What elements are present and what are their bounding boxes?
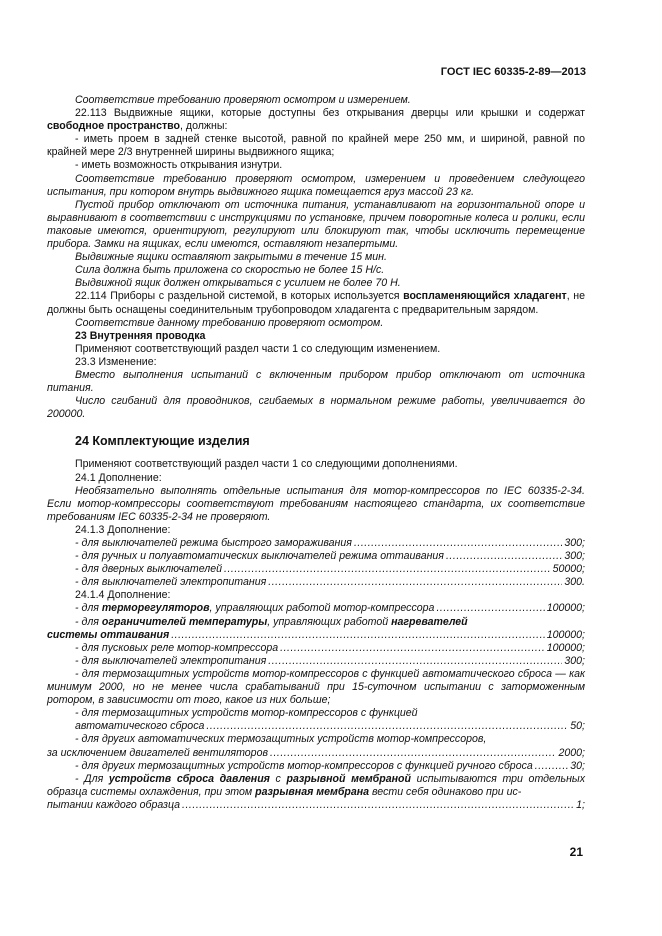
paragraph [47,773,585,799]
leader-dots [354,537,562,550]
text: 22.114 Приборы с раздельной системой, в которых используется [75,290,404,303]
item-value: 100000; [546,641,585,654]
item-value: 50000; [552,563,585,576]
term: ограничителей температуры [101,615,268,628]
paragraph: Применяют соответствующий раздел части 1 со следующим изменением. [75,342,441,355]
item-value: 300. [564,576,585,589]
leader-dots [268,655,562,668]
paragraph: Соответствие требованию проверяют осмотром, измерением и проведением следующего испытания, при котором внутрь выдвижного ящика помещается груз массой 23 кг. [47,172,585,198]
list-item [47,602,585,615]
paragraph: Соответствие требованию проверяют осмотром и измерением. [75,94,411,106]
paragraph: Соответствие данному требованию проверяют осмотром. [75,316,384,329]
item-label: за исключением двигателей вентиляторов [47,746,268,759]
text: - для [75,602,102,615]
item-value: 2000; [558,746,585,759]
text: 22.113 Выдвижные ящики, которые доступны без открывания дверцы или крышки и содержат [75,107,585,120]
item-value: 300; [564,550,585,563]
paragraph: Сила должна быть приложена со скоростью не более 15 Н/с. [75,264,385,277]
item-value: 100000; [546,602,585,615]
paragraph: Число сгибаний для проводников, сгибаемых в нормальном режиме работы, увеличивается до 200000. [47,395,585,421]
section-title: 24 Комплектующие изделия [75,434,250,449]
term: нагревателей [391,615,468,628]
item-value: 300; [564,537,585,549]
paragraph: Выдвижной ящик должен открываться с усилием не более 70 Н. [75,277,401,290]
item-label: - для дверных выключателей [75,563,222,576]
list-item [47,550,585,563]
text: - для [75,615,102,628]
paragraph: 23.3 Изменение: [75,355,157,368]
term: воспламеняющийся хладагент [403,290,567,303]
paragraph: Применяют соответствующий раздел части 1 со следующими дополнениями. [75,458,458,471]
term: разрывной мембраной [286,772,411,785]
list-item [47,537,585,550]
item-label: - для выключателей электропитания [75,654,267,667]
item-label: - для выключателей электропитания [75,576,267,589]
list-item [47,720,585,733]
paragraph: 24.1 Дополнение: [75,471,162,484]
text: вести себя одинаково при ис- [369,785,522,798]
leader-dots [171,629,545,642]
item-label [47,602,434,615]
leader-dots [224,563,551,576]
list-item [47,799,585,812]
term: терморегуляторов [101,602,210,615]
item-label: - для других термозащитных устройств мотор-компрессоров с функцией ручного сброса [75,759,533,772]
subsection-title: 23 Внутренняя проводка [75,329,206,342]
item-label: пытании каждого образца [47,798,181,811]
text: - Для [75,772,109,785]
text: , должны: [180,120,228,133]
leader-dots [436,602,544,615]
paragraph [47,290,585,316]
paragraph: 24.1.3 Дополнение: [75,523,171,536]
leader-dots [535,760,568,773]
text: испытываются три отдельных образца системы охлаждения, при этом [47,772,586,798]
paragraph: Пустой прибор отключают от источника питания, устанавливают на горизонтальной опоре и выравнивают в соответствии с инструкциями по установке, причем поворотные колеса и ролики, если таковые имеются, ориентируют, регулируют или блокируют так, чтобы исключить перемещение прибора. Замки на ящиках, если имеются, оставляют незапертыми. [47,198,585,251]
leader-dots [182,799,574,812]
list-item [47,629,585,642]
document-header: ГОСТ IEC 60335-2-89—2013 [440,66,586,78]
list-item [47,760,585,773]
term: устройств сброса давления [108,772,270,785]
leader-dots [268,576,562,589]
list-item [47,563,585,576]
text: , управляющих работой [267,615,392,628]
leader-dots [280,642,545,655]
paragraph: - для термозащитных устройств мотор-компрессоров с функцией автоматического сброса — как минимум 2000, но не менее числа срабатываний при 15-суточном испытании с заторможенным ротором, в зависимости от того, какое из них больше; [47,667,585,707]
page-number: 21 [569,845,583,859]
leader-dots [446,550,562,563]
item-value: 300; [564,654,585,667]
paragraph: Вместо выполнения испытаний с включенным прибором прибор отключают от источника питания. [47,368,585,395]
term: разрывная мембрана [255,785,370,798]
item-value: 1; [576,798,585,811]
item-label: - для выключателей режима быстрого замораживания [75,537,352,549]
document-body [47,94,585,812]
leader-dots [270,747,556,760]
paragraph: Выдвижные ящики оставляют закрытыми в течение 15 мин. [75,251,387,264]
leader-dots [206,720,568,733]
list-item [47,655,585,668]
text: , не должны быть оснащены соединительным трубопроводом хладагента с предварительным зарядом. [47,290,585,316]
list-item [47,642,585,655]
item-label: - для ручных и полуавтоматических выключателей режима оттаивания [75,550,444,563]
paragraph: - для термозащитных устройств мотор-компрессоров с функцией [75,707,418,720]
text: с [269,772,287,785]
item-label: - для пусковых реле мотор-компрессора [75,641,279,654]
term: системы оттаивания [47,628,170,641]
paragraph: - для других автоматических термозащитных устройств мотор-компрессоров, [75,733,487,746]
item-value: 30; [570,759,585,772]
paragraph: - иметь проем в задней стенке высотой, равной по крайней мере 250 мм, и шириной, равной по крайней мере 2/3 внутренней ширины выдвижного ящика; [47,133,585,159]
list-item [47,747,585,760]
item-value: 50; [570,720,585,733]
item-label: автоматического сброса [75,720,205,733]
list-item [47,576,585,589]
paragraph [47,107,585,133]
text: , управляющих работой мотор-компрессора [209,602,435,615]
term: свободное пространство [47,120,181,133]
item-value: 100000; [546,628,585,641]
paragraph: Необязательно выполнять отдельные испытания для мотор-компрессоров по IEC 60335-2-34. Если мотор-компрессоры соответствуют требованиям настоящего стандарта, их соответствие требованиям IEC 60335-2-34 не проверяют. [47,484,585,523]
list-item-line [47,616,585,629]
paragraph: 24.1.4 Дополнение: [75,589,171,602]
paragraph: - иметь возможность открывания изнутри. [75,159,283,172]
